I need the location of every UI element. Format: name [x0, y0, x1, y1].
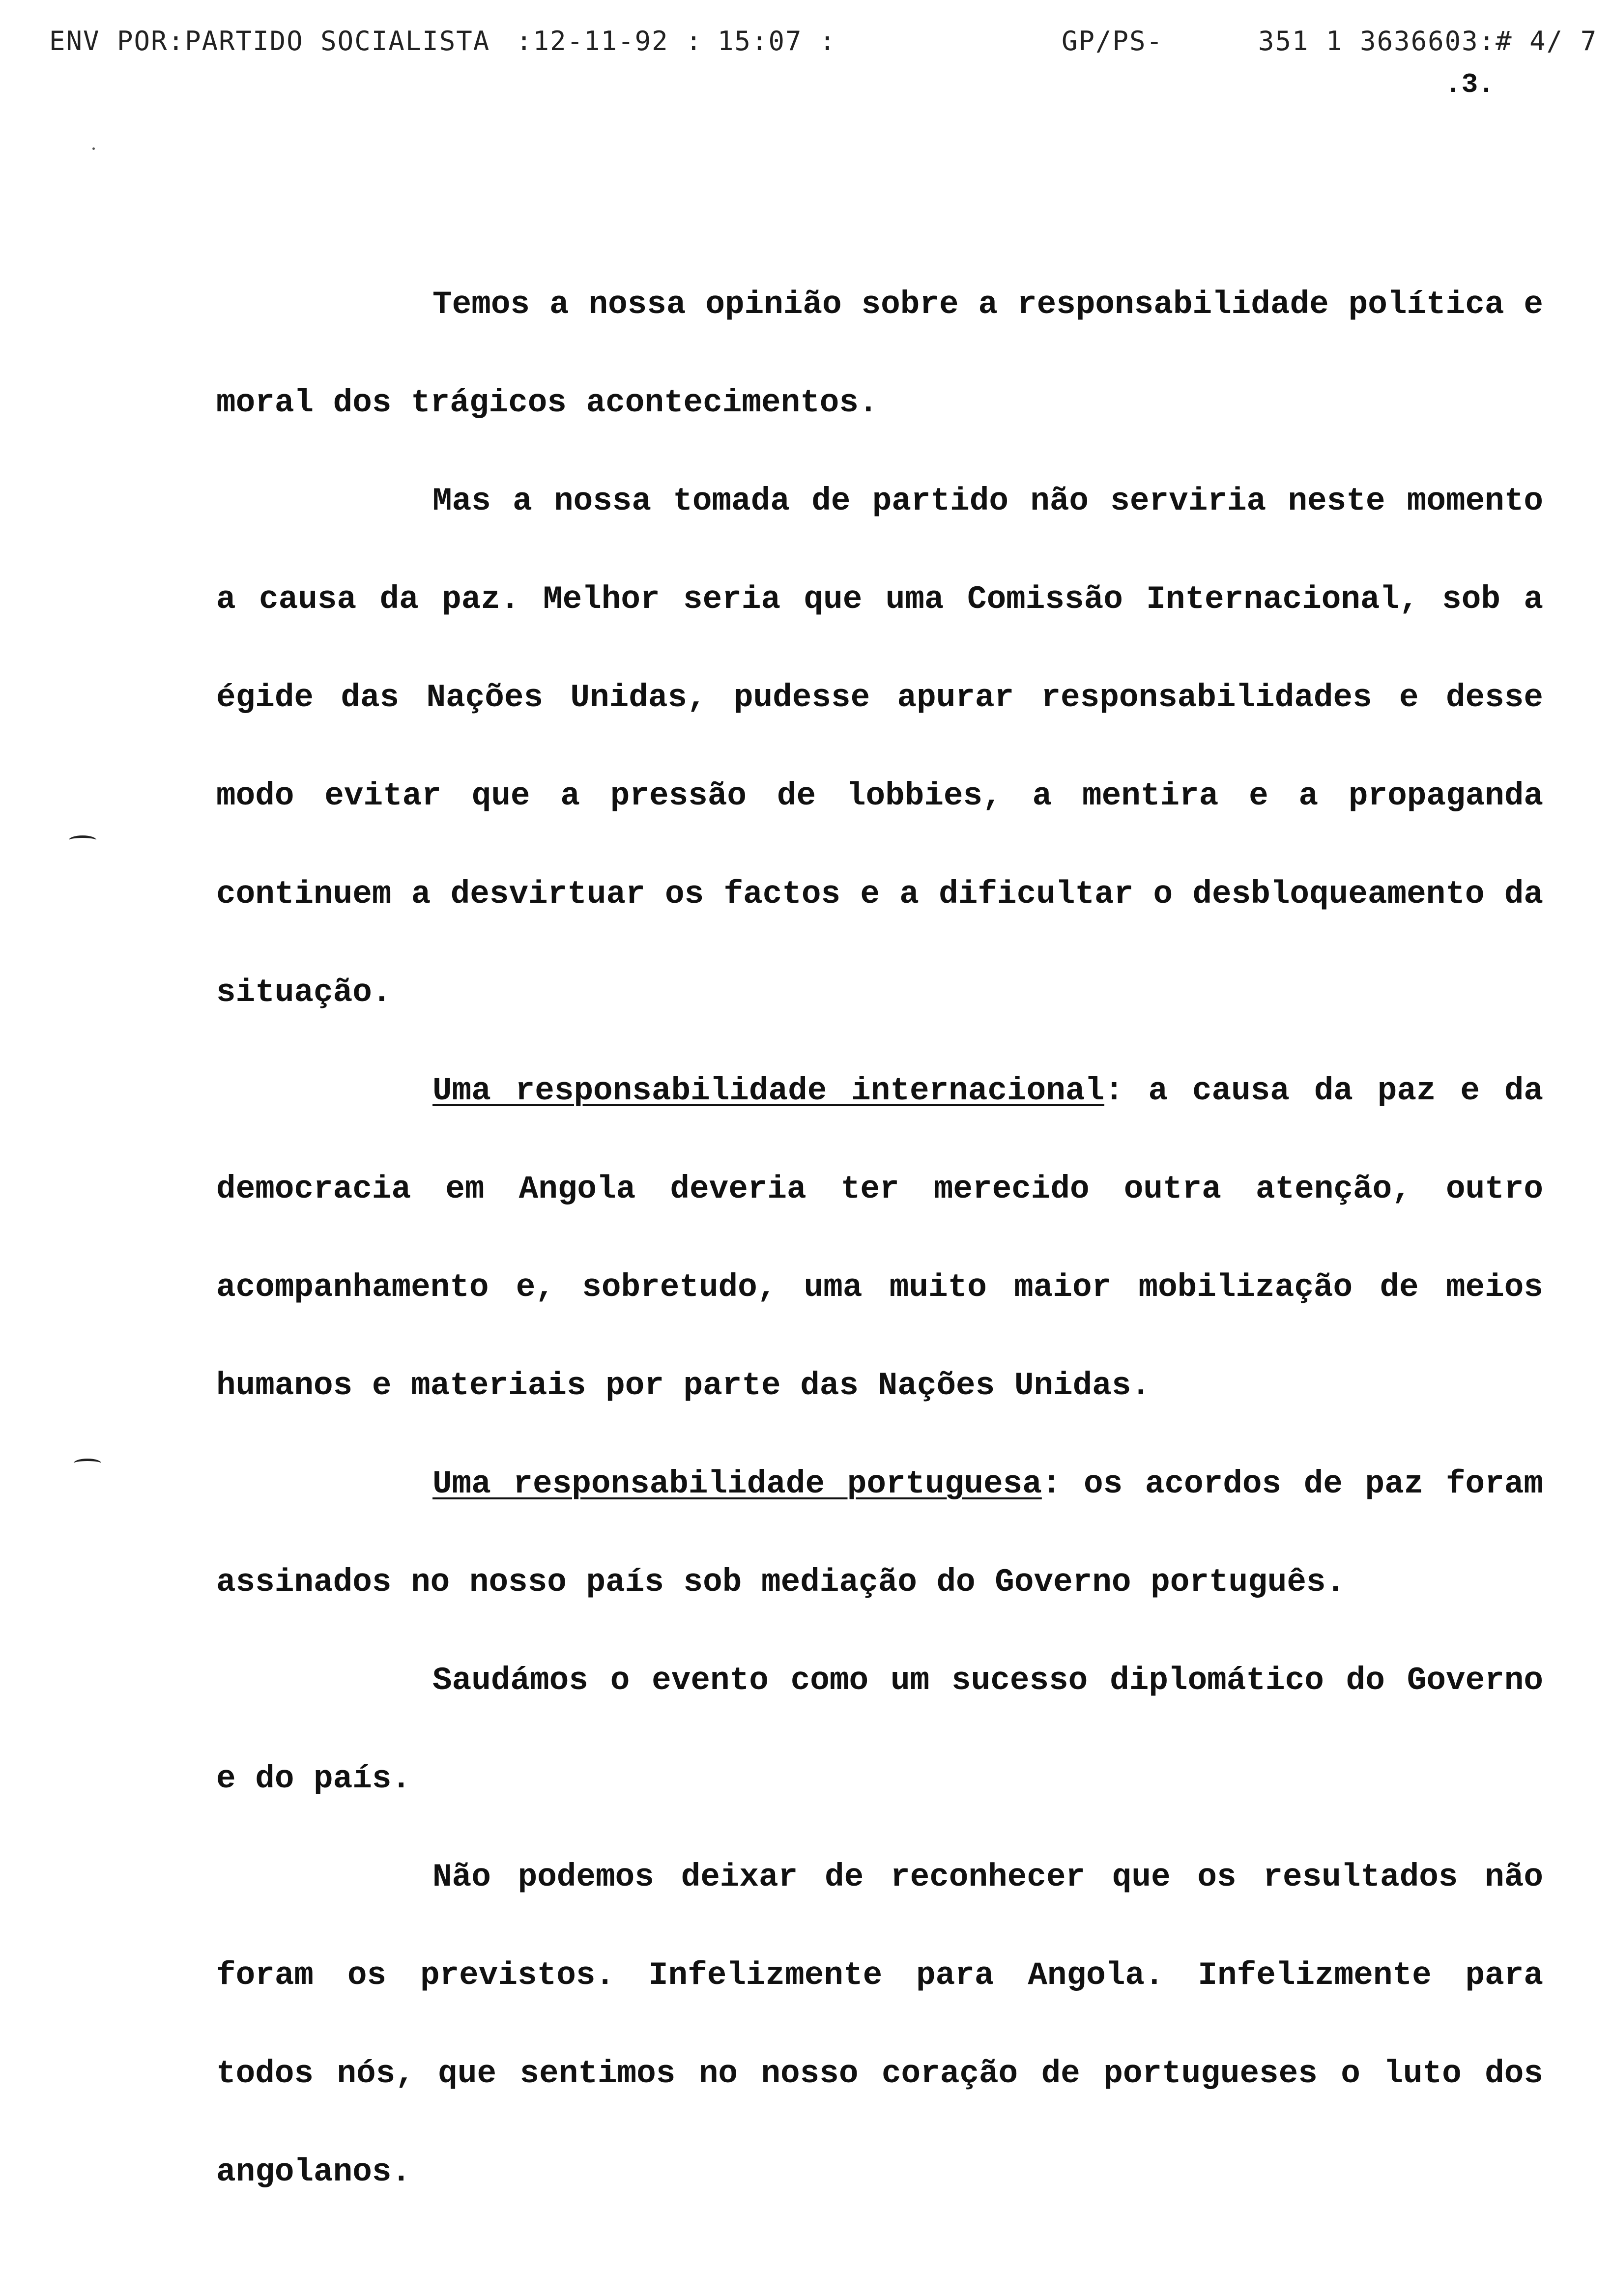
scan-speck [92, 147, 95, 150]
paragraph-1 [216, 256, 1543, 452]
paragraph-6 [216, 1828, 1543, 2221]
fax-sender: ENV POR:PARTIDO SOCIALISTA [49, 26, 490, 57]
paragraph-3 [216, 1042, 1543, 1435]
paragraph-3-text: : a causa da paz e da democracia em Angola deveria ter merecido outra atenção, outro acompanhamento e, sobretudo, uma muito maior mobilização de meios humanos e materiais por parte das Nações Unidas. [216, 1072, 1543, 1404]
margin-mark-1 [69, 835, 96, 845]
paragraph-5 [216, 1632, 1543, 1828]
fax-time: 15:07 : [718, 26, 836, 57]
paragraph-3-heading: Uma responsabilidade internacional [432, 1072, 1105, 1109]
paragraph-1-text: Temos a nossa opinião sobre a responsabilidade política e moral dos trágicos acontecimentos. [216, 286, 1543, 421]
paragraph-6-text: Não podemos deixar de reconhecer que os resultados não foram os previstos. Infelizmente para Angola. Infelizmente para todos nós, que sentimos no nosso coração de portugueses o luto dos angolanos. [216, 1859, 1543, 2190]
paragraph-2-text: Mas a nossa tomada de partido não serviria neste momento a causa da paz. Melhor seria que uma Comissão Internacional, sob a égide das Nações Unidas, pudesse apurar responsabilidades e desse modo evitar que a pressão de lobbies, a mentira e a propaganda continuem a desvirtuar os factos e a dificultar o desbloqueamento da situação. [216, 483, 1543, 1011]
paragraph-2 [216, 452, 1543, 1042]
paragraph-5-text: Saudámos o evento como um sucesso diplomático do Governo e do país. [216, 1662, 1543, 1797]
fax-date: :12-11-92 : [516, 26, 703, 57]
paragraph-4-text: : os acordos de paz foram assinados no nosso país sob mediação do Governo português. [216, 1465, 1543, 1601]
paragraph-4 [216, 1435, 1543, 1632]
fax-transmission-header [49, 26, 1598, 60]
fax-phone-page: 351 1 3636603:# 4/ 7 [1258, 26, 1598, 57]
page-number: .3. [1445, 69, 1495, 100]
paragraph-4-heading: Uma responsabilidade portuguesa [432, 1465, 1042, 1502]
fax-destination: GP/PS- [1062, 26, 1164, 57]
document-body [216, 256, 1543, 2221]
margin-mark-2 [74, 1459, 101, 1468]
